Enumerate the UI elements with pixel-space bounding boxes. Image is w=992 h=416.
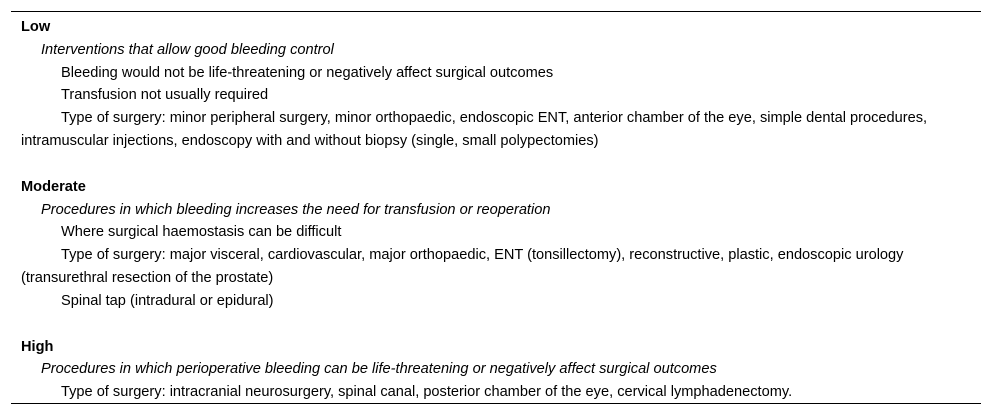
bleeding-risk-table — [11, 11, 981, 404]
group-heading: High — [21, 338, 54, 355]
list-item: Where surgical haemostasis can be difficult — [61, 224, 342, 241]
risk-group-low — [21, 16, 975, 153]
list-item: Type of surgery: major visceral, cardiovascular, major orthopaedic, ENT (tonsillectomy), reconstructive, plastic, endoscopic urology (transurethral resection of the prostate) — [21, 247, 904, 286]
table-cell — [21, 16, 975, 404]
group-subheading: Procedures in which bleeding increases the need for transfusion or reoperation — [41, 201, 551, 218]
list-item: Type of surgery: intracranial neurosurgery, spinal canal, posterior chamber of the eye, cervical lymphadenectomy. — [61, 384, 793, 401]
group-subheading: Procedures in which perioperative bleeding can be life-threatening or negatively affect surgical outcomes — [41, 361, 717, 378]
risk-group-high — [21, 336, 975, 404]
group-heading: Low — [21, 19, 51, 35]
risk-group-moderate — [21, 176, 975, 313]
list-item: Transfusion not usually required — [61, 87, 269, 104]
list-item: Bleeding would not be life-threatening or negatively affect surgical outcomes — [61, 64, 554, 81]
list-item: Type of surgery: minor peripheral surgery, minor orthopaedic, endoscopic ENT, anterior chamber of the eye, simple dental procedures, intramuscular injections, endoscopy with and without biopsy (single, small polypectomies) — [21, 110, 928, 149]
group-heading: Moderate — [21, 178, 86, 195]
list-item: Spinal tap (intradural or epidural) — [61, 292, 274, 309]
group-subheading: Interventions that allow good bleeding control — [41, 41, 334, 58]
